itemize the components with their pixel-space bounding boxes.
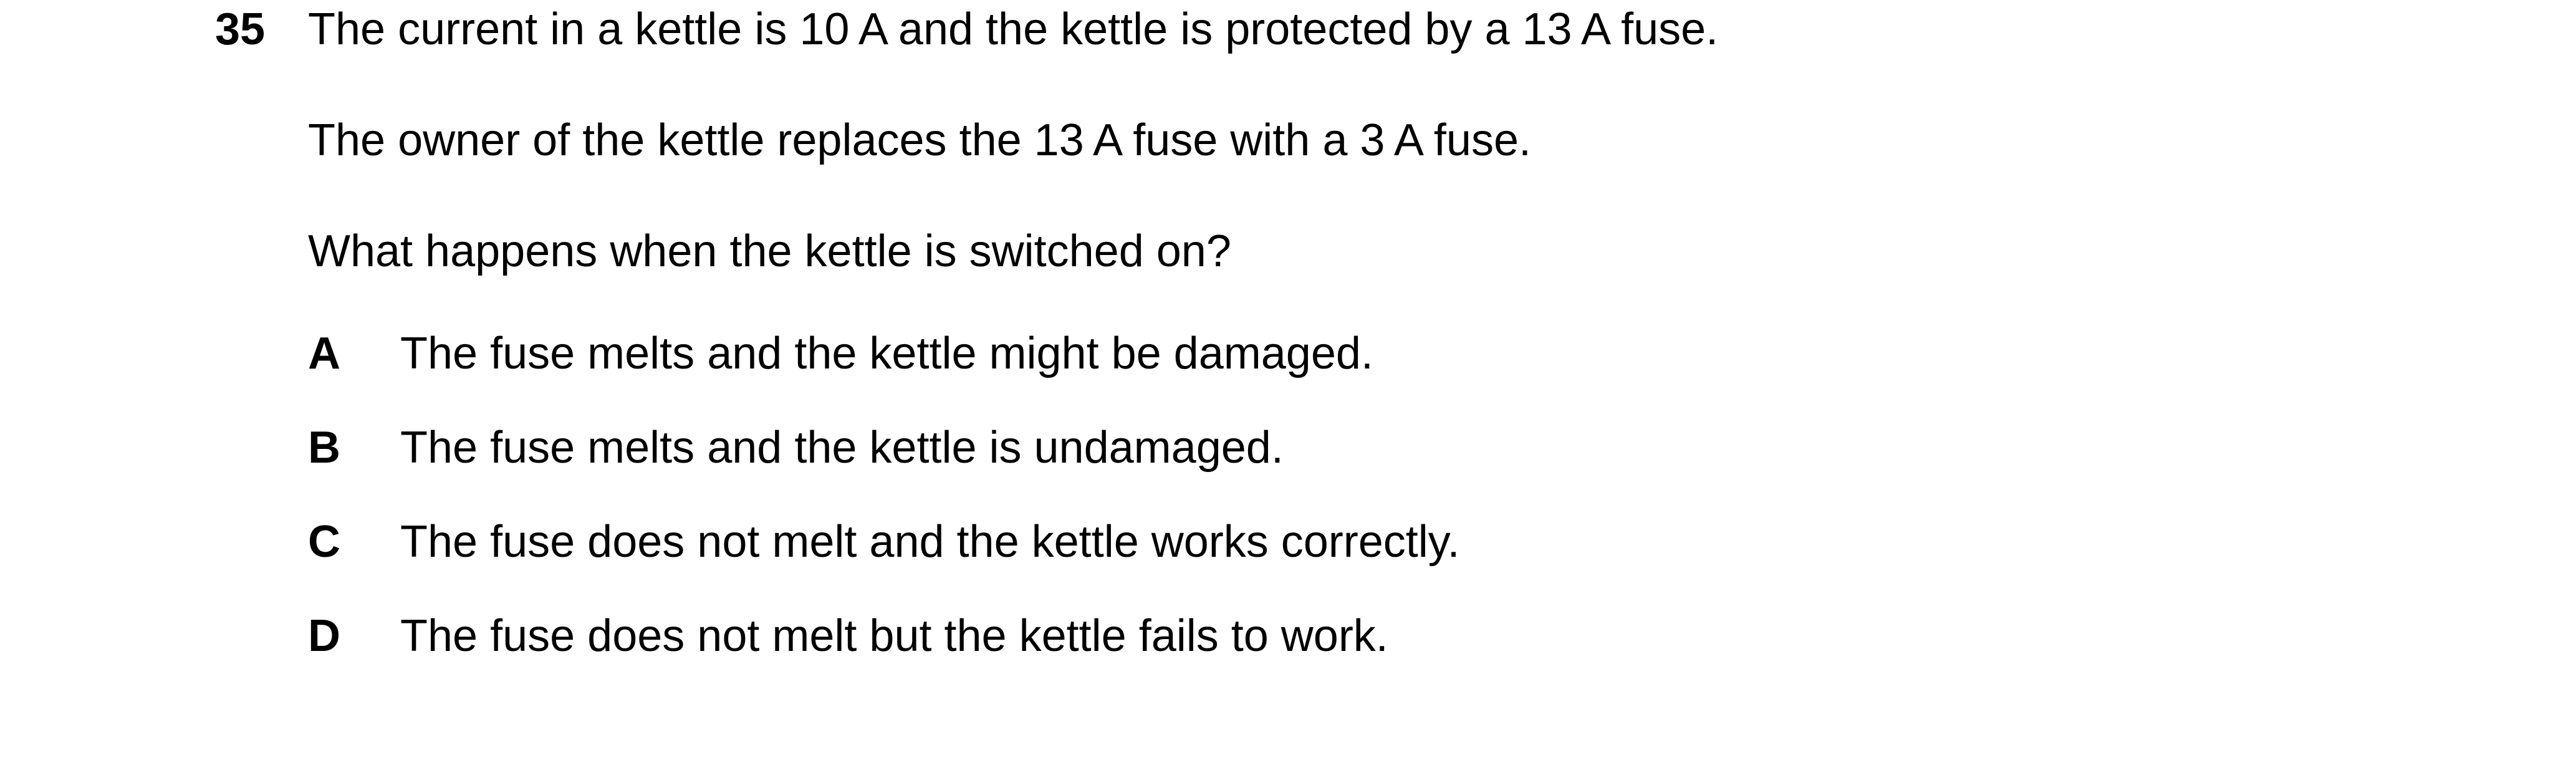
question-number: 35 (215, 4, 266, 54)
option-text: The fuse does not melt and the kettle works correctly. (400, 517, 1460, 567)
option-text: The fuse melts and the kettle might be damaged. (400, 329, 1373, 378)
stem-line-replacement: The owner of the kettle replaces the 13 A fuse with a 3 A fuse. (308, 115, 1531, 165)
option-text: The fuse melts and the kettle is undamaged. (400, 423, 1284, 473)
option-text: The fuse does not melt but the kettle fails to work. (400, 611, 1388, 661)
option-letter: D (308, 611, 340, 661)
option-letter: C (308, 517, 340, 567)
stem-line-current: The current in a kettle is 10 A and the kettle is protected by a 13 A fuse. (308, 4, 1719, 54)
stem-line-prompt: What happens when the kettle is switched on? (308, 226, 1231, 276)
option-letter: A (308, 329, 340, 378)
option-letter: B (308, 423, 340, 473)
